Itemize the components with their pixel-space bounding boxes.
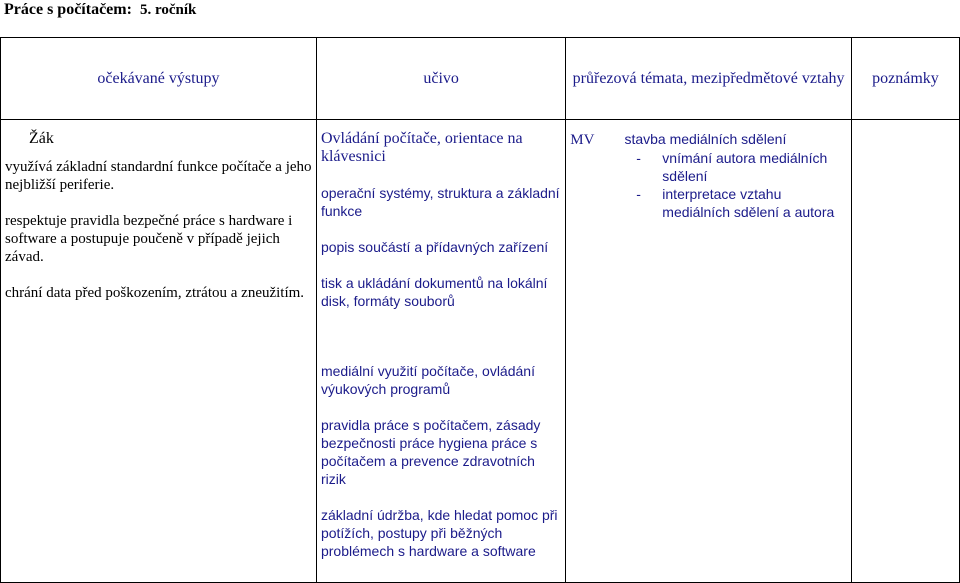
curriculum-item: mediální využití počítače, ovládání výukových programů	[320, 363, 535, 397]
cross-topic-main	[570, 130, 847, 149]
header-curriculum: učivo	[316, 38, 565, 120]
header-cross-topics: průřezová témata, mezipředmětové vztahy	[566, 38, 852, 120]
cross-topic-subitem	[570, 149, 847, 185]
notes-cell	[851, 120, 959, 583]
page-title	[4, 0, 196, 20]
outcome-item: chrání data před poškozením, ztrátou a zneužitím.	[5, 285, 305, 301]
header-row	[1, 38, 960, 120]
outcome-item: využívá základní standardní funkce počítače a jeho nejbližší periferie.	[5, 159, 312, 193]
curriculum-item: základní údržba, kde hledat pomoc při potížích, postupy při běžných problémech s hardware a software	[320, 507, 558, 559]
curriculum-table	[0, 37, 960, 583]
curriculum-cell	[316, 120, 565, 583]
outcomes-cell	[1, 120, 317, 583]
curriculum-item: popis součástí a přídavných zařízení	[320, 239, 549, 255]
cross-topic-title: stavba mediálních sdělení	[624, 131, 787, 147]
subject-title: Práce s počítačem:	[4, 1, 132, 18]
dash-marker: -	[636, 150, 641, 166]
header-notes: poznámky	[851, 38, 959, 120]
cross-topic-subitem-text: interpretace vztahu mediálních sdělení a autora	[662, 186, 835, 220]
outcome-item: respektuje pravidla bezpečné práce s hardware i software a postupuje poučeně v případě jejich závad.	[5, 213, 293, 265]
grade-label: 5. ročník	[139, 2, 197, 18]
content-row	[1, 120, 960, 583]
cross-topic-subitem	[570, 185, 847, 221]
curriculum-item: pravidla práce s počítačem, zásady bezpečnosti práce hygiena práce s počítačem a prevence zdravotních rizik	[320, 417, 541, 487]
header-outcomes: očekávané výstupy	[1, 38, 317, 120]
cross-topic-label: MV	[570, 132, 595, 148]
curriculum-item: tisk a ukládání dokumentů na lokální disk, formáty souborů	[320, 275, 548, 309]
dash-marker: -	[636, 186, 641, 202]
cross-topic-subitem-text: vnímání autora mediálních sdělení	[662, 150, 828, 184]
cross-topics-cell	[566, 120, 852, 583]
curriculum-item: Ovládání počítače, orientace na klávesnici	[320, 130, 523, 165]
student-label: Žák	[29, 130, 54, 147]
curriculum-item: operační systémy, struktura a základní funkce	[320, 185, 560, 219]
